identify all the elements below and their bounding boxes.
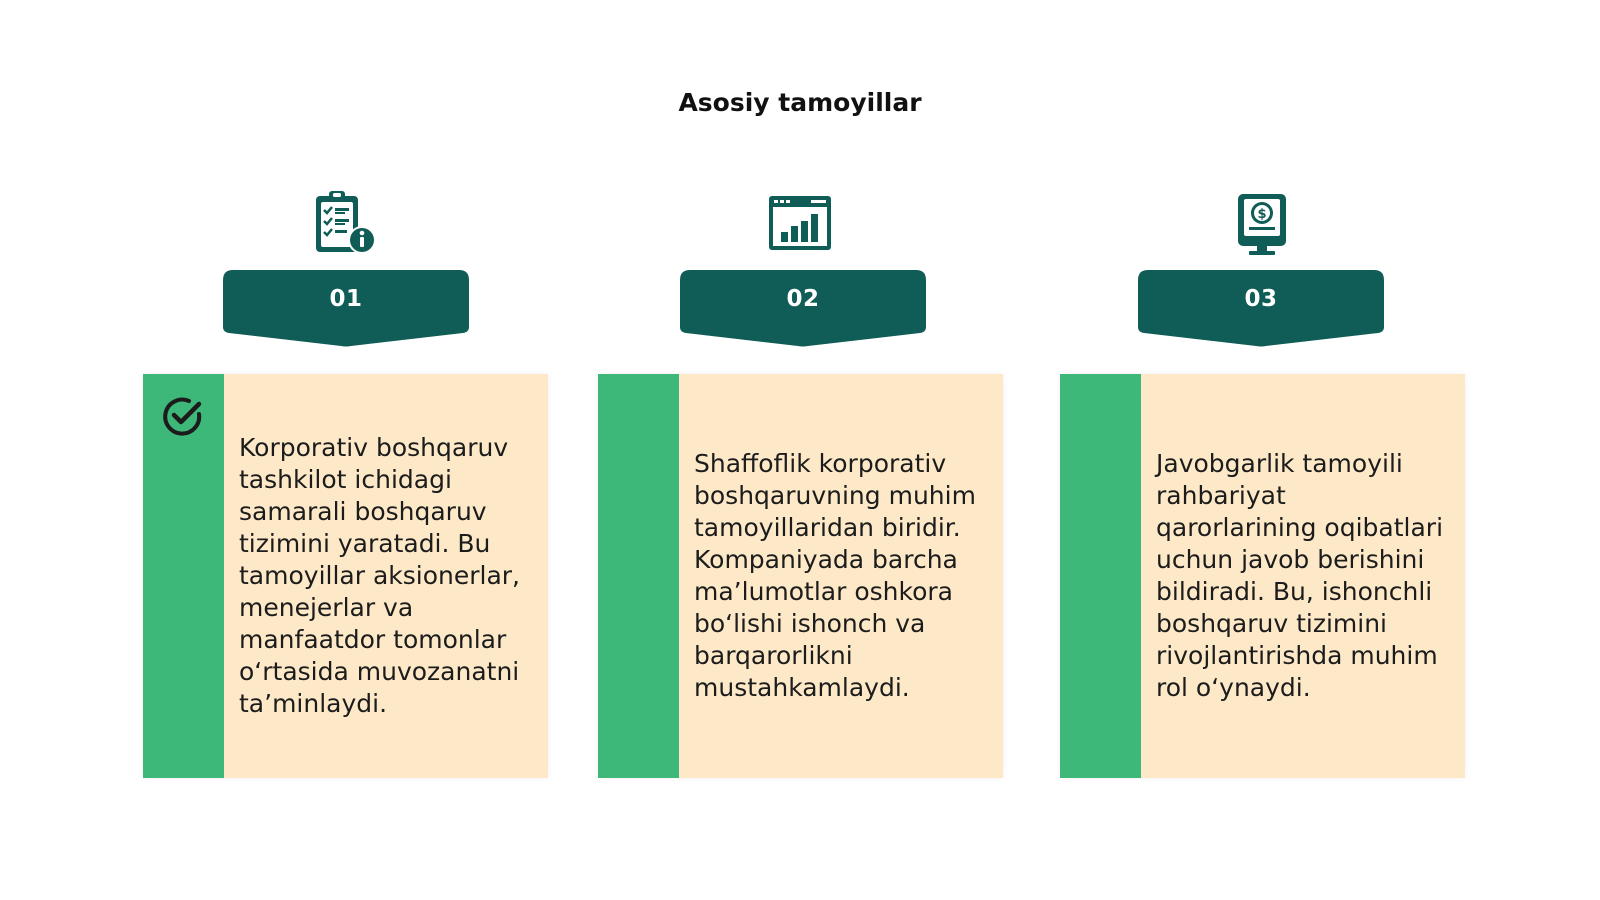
- number-label: 02: [786, 286, 820, 312]
- principle-text: Shaffoflik korporativ boshqaruvning muhim tamoyillaridan biridir. Kompaniyada barcha ma’lumotlar oshkora bo‘lishi ishonch va barqarorlikni mustahkamlaydi.: [694, 449, 976, 702]
- principle-card-2: [598, 374, 1003, 778]
- number-tab-1: [223, 270, 469, 348]
- number-label: 01: [329, 286, 363, 312]
- browser-bar-chart-icon: [765, 188, 835, 258]
- card-accent-strip: [1060, 374, 1141, 778]
- card-accent-strip: [143, 374, 224, 778]
- card-accent-strip: [598, 374, 679, 778]
- principle-text: Javobgarlik tamoyili rahbariyat qarorlarining oqibatlari uchun javob berishini bildiradi. Bu, ishonchli boshqaruv tizimini rivojlantirishda muhim rol o‘ynaydi.: [1156, 449, 1444, 702]
- number-label: 03: [1244, 286, 1278, 312]
- principle-card-1: [143, 374, 548, 778]
- number-tab-3: [1138, 270, 1384, 348]
- page-title: Asosiy tamoyillar: [678, 88, 922, 117]
- principle-card-3: [1060, 374, 1465, 778]
- number-tab-2: [680, 270, 926, 348]
- check-circle-icon: [161, 394, 205, 442]
- clipboard-checklist-info-icon: [310, 188, 380, 258]
- monitor-dollar-icon: [1227, 188, 1297, 258]
- svg-text:$: $: [1257, 207, 1267, 222]
- principle-text: Korporativ boshqaruv tashkilot ichidagi samarali boshqaruv tizimini yaratadi. Bu tamoyillar aksionerlar, menejerlar va manfaatdor tomonlar o‘rtasida muvozanatni ta’minlaydi.: [239, 433, 521, 718]
